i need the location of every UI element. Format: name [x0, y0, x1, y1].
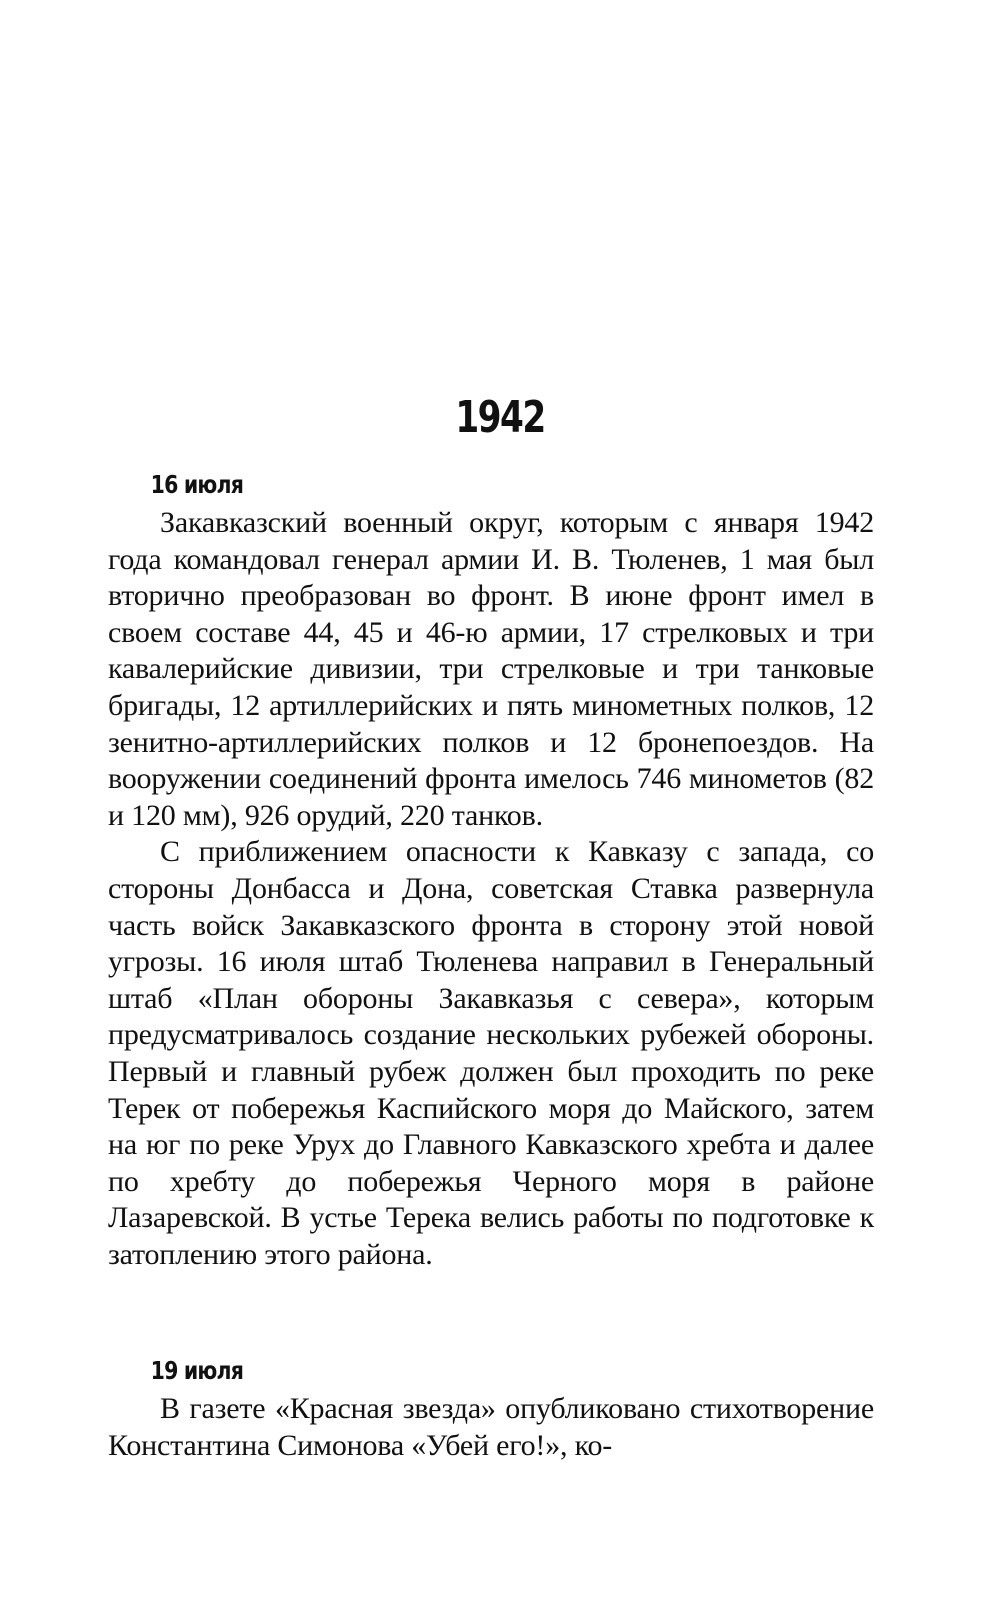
entry-date: 19 июля [150, 1356, 244, 1385]
paragraph: В газете «Красная звезда» опубликовано стихотворение Константина Симонова «Убей его!», ко- [108, 1392, 874, 1462]
paragraph: Закавказский военный округ, которым с января 1942 года командовал генерал армии И. В. Тюленев, 1 мая был вторично преобразован во фронт. В июне фронт имел в своем составе 44, 45 и 46-ю армии, 17 стрелковых и три кавалерийские дивизии, три стрелковые и три танковые бригады, 12 артиллерийских и пять минометных полков, 12 зенитно-артиллерийских полков и 12 бронепоездов. На вооружении соединений фронта имелось 746 минометов (82 и 120 мм), 926 орудий, 220 танков. [108, 506, 874, 832]
entry-july-16 [108, 470, 874, 1273]
page-title-year: 1942 [455, 392, 545, 443]
paragraph: С приближением опасности к Кавказу с запада, со стороны Донбасса и Дона, советская Ставка развернула часть войск Закавказского фронта в сторону этой новой угрозы. 16 июля штаб Тюленева направил в Генеральный штаб «План обороны Закавказья с севера», которым предусматривалось создание нескольких рубежей обороны. Первый и главный рубеж должен был проходить по реке Терек от побережья Каспийского моря до Майского, затем на юг по реке Урух до Главного Кавказского хребта и далее по хребту до побережья Черного моря в районе Лазаревской. В устье Терека велись работы по подготовке к затоплению этого района. [108, 835, 874, 1271]
entry-date: 16 июля [150, 470, 244, 499]
entry-july-19 [108, 1356, 874, 1464]
